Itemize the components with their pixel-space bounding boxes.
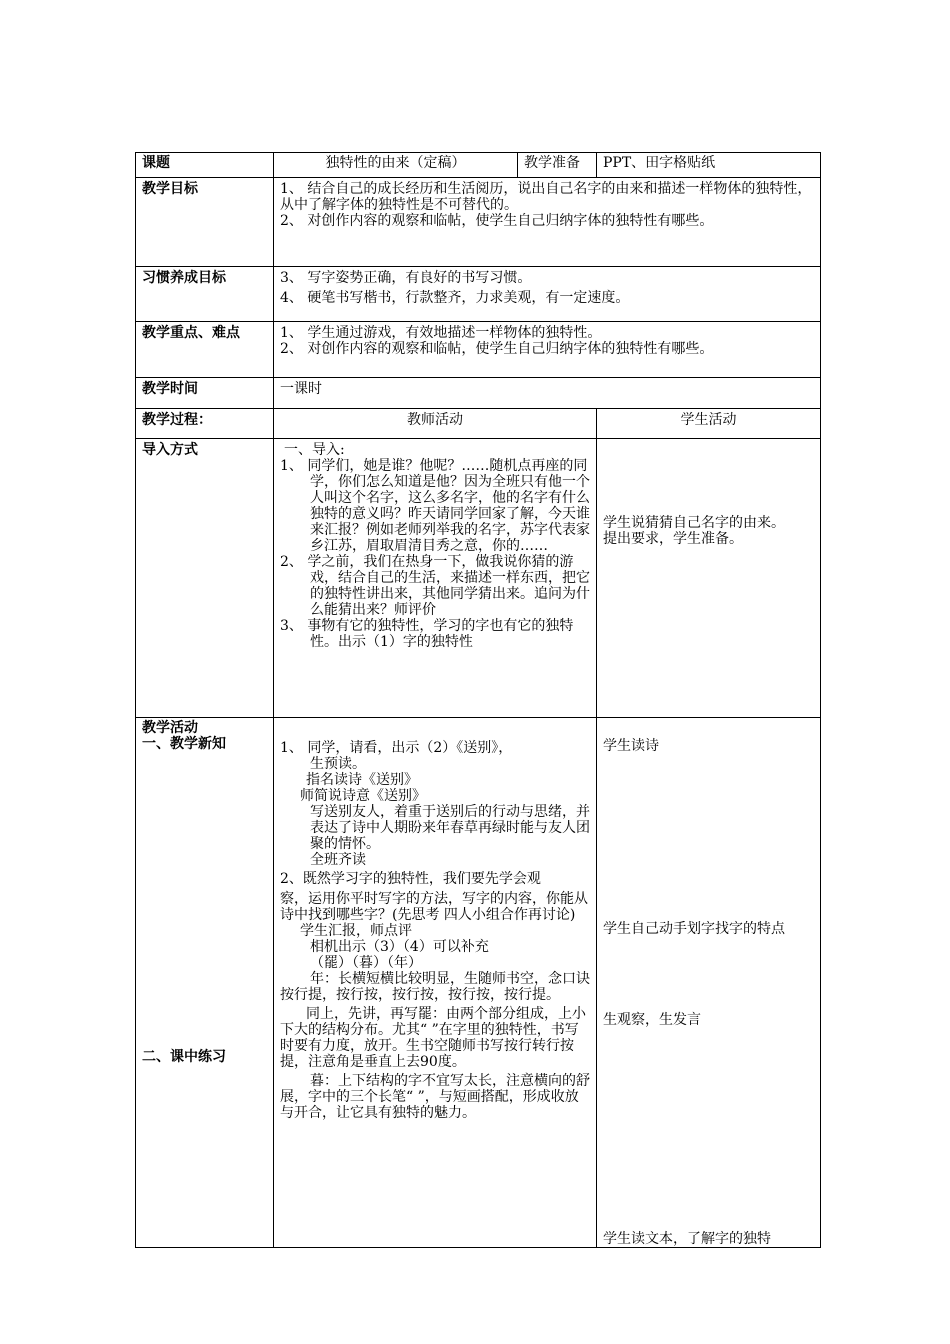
intro-item: 3、 事物有它的独特性，学习的字也有它的独特性。出示（1）字的独特性 — [280, 618, 574, 650]
activity-text: 写送别友人，着重于送别后的行动与思绪，并表达了诗中人期盼来年春草再绿时能与友人团聚的情怀。 — [310, 804, 590, 852]
habits-content — [274, 267, 821, 322]
intro-student-content — [597, 439, 821, 718]
process-label: 教学过程： — [136, 409, 274, 439]
topic-label: 课题 — [136, 153, 274, 178]
activity-text: 全班齐读 — [310, 852, 366, 868]
intro-heading: 一、导入: — [284, 442, 345, 458]
time-value: 一课时 — [274, 378, 821, 409]
activity-text: 1、 同学，请看，出示（2）《送别》， — [280, 740, 513, 756]
focus-label: 教学重点、难点 — [136, 322, 274, 378]
focus-item: 1、 学生通过游戏，有效地描述一样物体的独特性。 — [280, 325, 602, 341]
topic-value: 独特性的由来（定稿） — [274, 153, 518, 178]
goal-item: 2、 对创作内容的观察和临帖，使学生自己归纳字体的独特性有哪些。 — [280, 213, 714, 229]
process-row — [136, 409, 821, 439]
habit-item: 3、 写字姿势正确，有良好的书写习惯。 — [280, 270, 532, 286]
prep-value: PPT、田字格贴纸 — [597, 153, 821, 178]
activity-text: （罷）（暮）（年） — [310, 955, 422, 971]
activity-text: 指名读诗《送别》 — [306, 772, 418, 788]
intro-item: 1、 同学们，她是谁？他呢？……随机点再座的同学，你们怎么知道是他？因为全班只有他一个人叫这个名字，这么多名字，他的名字有什么独特的意义吗？昨天请同学回家了解，今天谁来汇报？例如老师列举我的名字，苏字代表家乡江苏，眉取眉清目秀之意，你的…… — [280, 458, 590, 554]
habits-label: 习惯养成目标 — [136, 267, 274, 322]
focus-item: 2、 对创作内容的观察和临帖，使学生自己归纳字体的独特性有哪些。 — [280, 341, 714, 357]
activity-teacher-content — [274, 718, 597, 1248]
goals-content — [274, 178, 821, 267]
topic-row — [136, 153, 821, 178]
activity-text: 生预读。 — [310, 756, 366, 772]
focus-row — [136, 322, 821, 378]
goal-item: 1、 结合自己的成长经历和生活阅历，说出自己名字的由来和描述一样物体的独特性，从中了解字体的独特性是不可替代的。 — [280, 181, 812, 213]
intro-teacher-content — [274, 439, 597, 718]
activity-row — [136, 718, 821, 1248]
teacher-header: 教师活动 — [274, 409, 597, 439]
activity-student-line: 学生读文本，了解字的独特 — [603, 1231, 771, 1247]
intro-item: 2、 学之前，我们在热身一下，做我说你猜的游戏，结合自己的生活，来描述一样东西，把它的独特性讲出来，其他同学猜出来。追问为什么能猜出来？师评价 — [280, 554, 590, 618]
habits-row — [136, 267, 821, 322]
goals-row — [136, 178, 821, 267]
time-label: 教学时间 — [136, 378, 274, 409]
lesson-plan-table — [135, 152, 821, 1248]
activity-text: 年：长横短横比较明显，生随师书空，念口诀 按行提，按行按，按行按，按行按，按行提。 — [280, 971, 590, 1003]
activity-text: 学生汇报，师点评 — [300, 923, 412, 939]
practice-label: 二、课中练习 — [142, 1049, 226, 1065]
activity-text: 2、既然学习字的独特性，我们要先学会观 — [280, 871, 541, 887]
time-row — [136, 378, 821, 409]
new-knowledge-label: 一、教学新知 — [142, 736, 226, 752]
student-header: 学生活动 — [597, 409, 821, 439]
activity-text: 察，运用你平时写字的方法，写字的内容，你能从诗中找到哪些字？(先思考 四人小组合作再讨论) — [280, 891, 588, 923]
intro-student-line: 提出要求，学生准备。 — [603, 531, 743, 547]
intro-row — [136, 439, 821, 718]
focus-content — [274, 322, 821, 378]
intro-student-line: 学生说猜猜自己名字的由来。 — [603, 515, 785, 531]
prep-label: 教学准备 — [518, 153, 597, 178]
activity-label-cell — [136, 718, 274, 1248]
activity-student-line: 学生读诗 — [603, 738, 659, 754]
activity-label: 教学活动 — [142, 720, 198, 736]
activity-student-line: 学生自己动手划字找字的特点 — [603, 921, 785, 937]
habit-item: 4、 硬笔书写楷书，行款整齐，力求美观，有一定速度。 — [280, 290, 630, 306]
intro-label: 导入方式 — [136, 439, 274, 718]
activity-student-content — [597, 718, 821, 1248]
activity-text: 师简说诗意《送别》 — [300, 788, 426, 804]
activity-text: 同上，先讲，再写罷：由两个部分组成，上小下大的结构分布。尤其“ ”在字里的独特性，书写时要有力度，放开。生书空随师书写按行转行按提，注意角是垂直上去90度。 — [280, 1006, 586, 1070]
activity-text: 暮：上下结构的字不宜写太长，注意横向的舒展，字中的三个长笔“ ”，与短画搭配，形成收放与开合，让它具有独特的魅力。 — [280, 1073, 590, 1121]
goals-label: 教学目标 — [136, 178, 274, 267]
activity-text: 相机出示（3）（4）可以补充 — [310, 939, 489, 955]
activity-student-line: 生观察，生发言 — [603, 1012, 701, 1028]
